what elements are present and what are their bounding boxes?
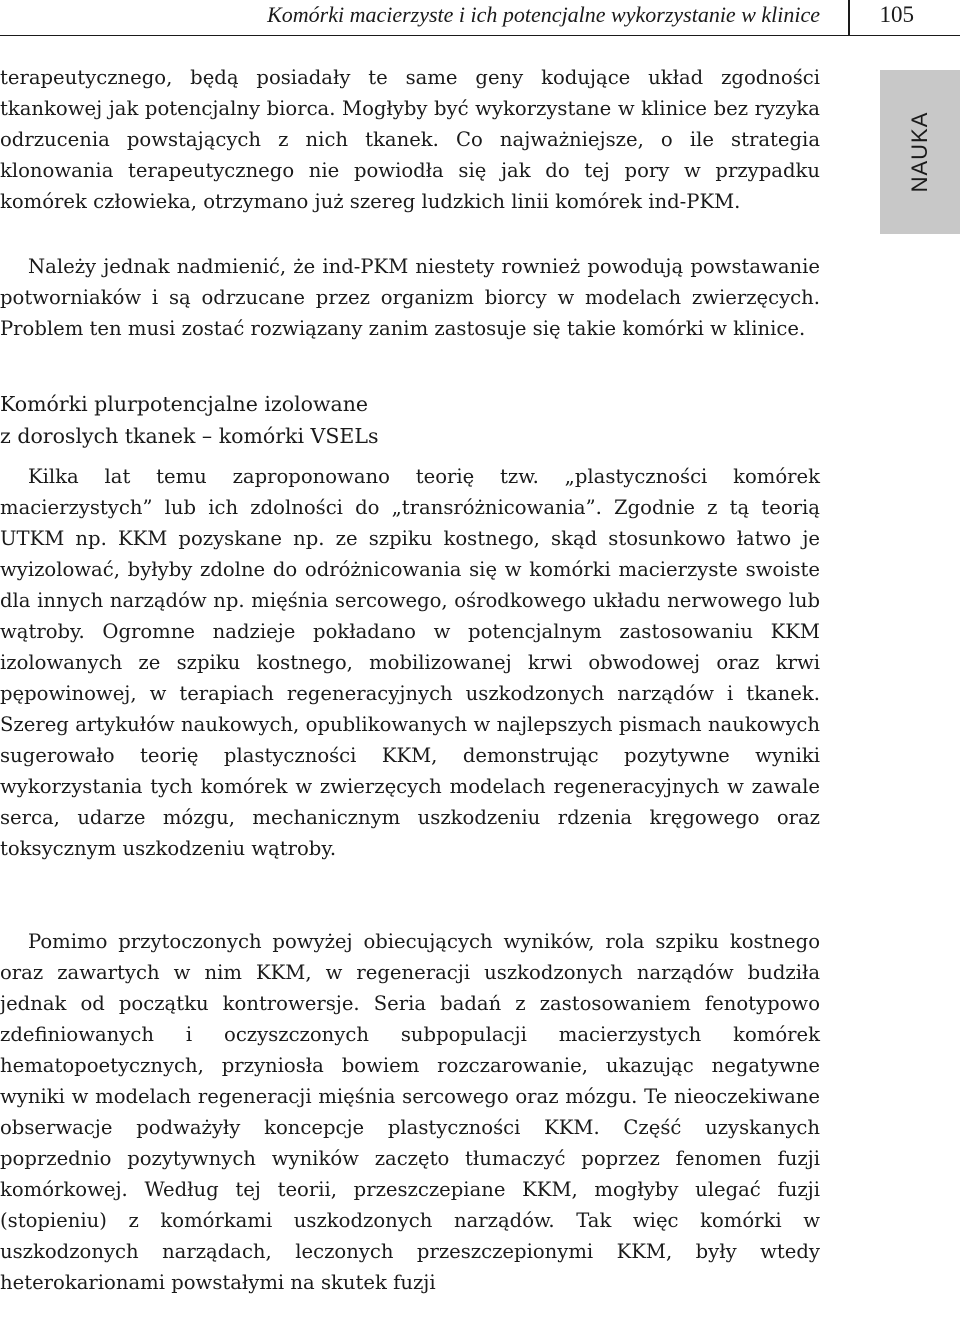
paragraph-4: Pomimo przytoczonych powyżej obiecujących wyników, rola szpiku kostnego oraz zawartych w nim KKM, w regeneracji uszkodzonych narządów budziła jednak od początku kontrowersje. Seria badań z zastosowaniem fenotypowo zdefiniowanych i oczyszczonych subpopulacji macierzystych komórek hematopoetycznych, przyniosła bowiem rozczarowanie, ukazując negatywne wyniki w modelach regeneracji mięśnia sercowego oraz mózgu. Te nieoczekiwane obserwacje podważyły koncepcje plastyczności KKM. Część uzyskanych poprzednio pozytywnych wyników zaczęto tłumaczyć poprzez fenomen fuzji komórkowej. Według tej teorii, przeszczepiane KKM, mogłyby ulegać fuzji (stopieniu) z komórkami uszkodzonych narządów. Tak więc komórki w uszkodzonych narządach, leczonych przeszczepionymi KKM, były wtedy heterokarionami powstałymi na skutek fuzji	[0, 930, 820, 1294]
section-tab	[880, 70, 960, 234]
section-heading-line-1: Komórki plurpotencjalne izolowane	[0, 392, 369, 416]
section-heading	[0, 388, 820, 452]
paragraph-3: Kilka lat temu zaproponowano teorię tzw. „plastyczności komórek macierzystych” lub ich zdolności do „transróżnicowania”. Zgodnie z tą teorią UTKM np. KKM pozyskane np. ze szpiku kostnego, skąd stosunkowo łatwo je wyizolować, byłyby zdolne do odróżnicowania się w komórki macierzyste swoiste dla innych narządów np. mięśnia sercowego, ośrodkowego układu nerwowego lub wątroby. Ogromne nadzieje pokładano w potencjalnym zastosowaniu KKM izolowanych ze szpiku kostnego, mobilizowanej krwi obwodowej oraz krwi pępowinowej, w terapiach regeneracyjnych uszkodzonych narządów i tkanek. Szereg artykułów naukowych, opublikowanych w najlepszych pismach naukowych sugerowało teorię plastyczności KKM, demonstrując pozytywne wyniki wykorzystania tych komórek w zwierzęcych modelach regeneracyjnych w zawale serca, udarze mózgu, mechanicznym uszkodzeniu rdzenia kręgowego oraz toksycznym uszkodzeniu wątroby.	[0, 465, 820, 860]
running-header	[0, 0, 960, 36]
paragraph-2: Należy jednak nadmienić, że ind-PKM niestety rownież powodują powstawanie potworniaków i są odrzucane przez organizm biorcy w modelach zwierzęcych. Problem ten musi zostać rozwiązany zanim zastosuje się takie komórki w klinice.	[0, 255, 820, 340]
running-title: Komórki macierzyste i ich potencjalne wykorzystanie w klinice	[267, 2, 820, 27]
page-number: 105	[879, 2, 914, 27]
paragraph-1: terapeutycznego, będą posiadały te same geny kodujące układ zgodności tkankowej jak potencjalny biorca. Mogłyby być wykorzystane w klinice bez ryzyka odrzucenia powstających z nich tkanek. Co najważniejsze, o ile strategia klonowania terapeutycznego nie powiodła się jak do tej pory w przypadku komórek człowieka, otrzymano już szereg ludzkich linii komórek ind-PKM.	[0, 66, 820, 213]
section-tab-label: NAUKA	[907, 111, 932, 193]
section-heading-line-2: z doroslych tkanek – komórki VSELs	[0, 424, 379, 448]
header-divider	[848, 0, 850, 36]
